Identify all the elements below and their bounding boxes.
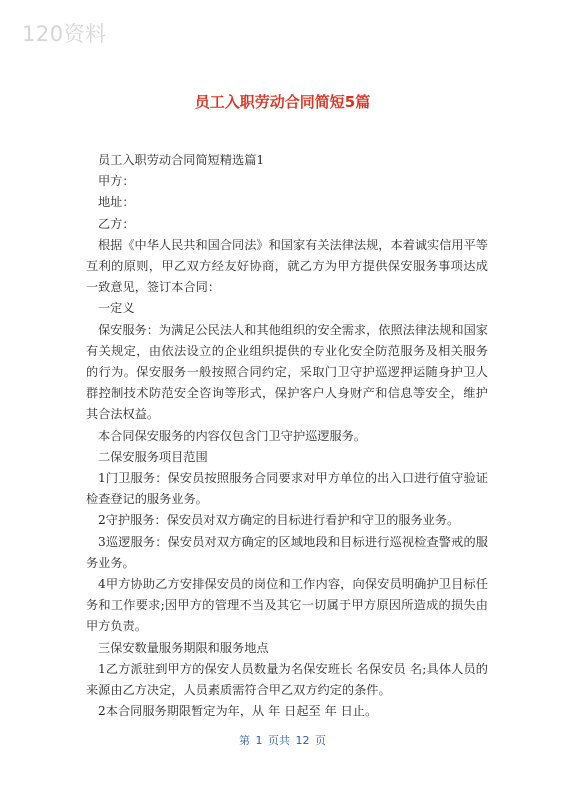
body-paragraph: 3巡逻服务：保安员对双方确定的区域地段和目标进行巡视检查警戒的服务业务。 — [86, 534, 488, 570]
body-paragraph: 1乙方派驻到甲方的保安人员数量为名保安班长 名保安员 名;具体人员的来源由乙方决定，人员素质需符合甲乙双方约定的条件。 — [86, 661, 488, 698]
body-paragraph: 保安服务：为满足公民法人和其他组织的安全需求，依照法律法规和国家有关规定，由依法设立的企业组织提供的专业化安全防范服务及相关服务的行为。保安服务一般按照合同约定，采取门卫守护巡逻押运随身护卫人群控制技术防范安全咨询等形式，保护客户人身财产和信息等安全，维护其合法权益。 — [86, 322, 488, 422]
document-title: 员工入职劳动合同简短5篇 — [194, 93, 371, 111]
section-heading: 二保安服务项目范围 — [98, 449, 208, 464]
document-body — [86, 150, 488, 722]
party-b-field: 乙方： — [98, 216, 135, 231]
watermark-logo: 120资料 — [22, 22, 107, 46]
body-paragraph: 本合同保安服务的内容仅包含门卫守护巡逻服务。 — [98, 428, 367, 443]
page-footer: 第 1 页共 12 页 — [239, 734, 326, 747]
body-paragraph: 2本合同服务期限暂定为年，从 年 日起至 年 日止。 — [98, 704, 378, 719]
body-paragraph: 根据《中华人民共和国合同法》和国家有关法律法规，本着诚实信用平等互利的原则，甲乙双方经友好协商，就乙方为甲方提供保安服务事项达成一致意见，签订本合同： — [86, 237, 488, 295]
section-heading: 一定义 — [98, 301, 135, 316]
body-paragraph: 2守护服务：保安员对双方确定的目标进行看护和守卫的服务业务。 — [98, 513, 460, 528]
section-heading: 员工入职劳动合同简短精选篇1 — [98, 153, 265, 167]
party-a-field: 甲方： — [98, 174, 135, 189]
body-paragraph: 1门卫服务：保安员按照服务合同要求对甲方单位的出入口进行值守验证检查登记的服务业务。 — [86, 471, 488, 507]
address-field: 地址： — [98, 195, 135, 210]
section-heading: 三保安数量服务期限和服务地点 — [98, 640, 269, 655]
body-paragraph: 4甲方协助乙方安排保安员的岗位和工作内容，向保安员明确护卫目标任务和工作要求;因甲方的管理不当及其它一切属于甲方原因所造成的损失由甲方负责。 — [86, 577, 488, 634]
